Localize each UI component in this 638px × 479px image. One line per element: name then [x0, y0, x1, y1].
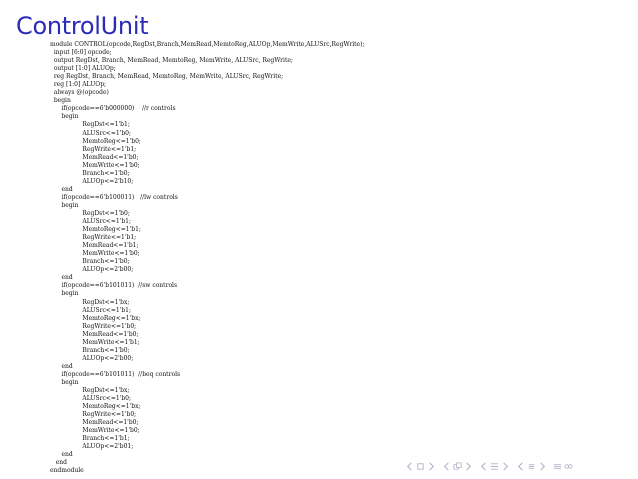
code-line: begin [50, 113, 79, 121]
code-line: RegDst<=1'b0; [50, 209, 130, 217]
search-icon[interactable] [564, 462, 573, 471]
subsection-navigation [442, 462, 473, 471]
code-line: end [50, 274, 73, 282]
code-line: MemWrite<=1'b0; [50, 427, 140, 435]
code-line: end [50, 451, 73, 459]
code-line: RegWrite<=1'b1; [50, 145, 137, 153]
code-line: output [1:0] ALUOp; [50, 65, 116, 73]
document-navigation [516, 462, 547, 471]
code-line: module CONTROL(opcode,RegDst,Branch,MemRead,MemtoReg,ALUOp,MemWrite,ALUSrc,RegWrite); [50, 41, 365, 48]
code-line: reg RegDst, Branch, MemRead, MemtoReg, MemWrite, ALUSrc, RegWrite; [50, 73, 284, 81]
code-line: ALUOp<=2'b00; [50, 266, 134, 274]
code-line: always @(opcode) [50, 89, 109, 97]
beamer-navigation-bar [405, 462, 573, 471]
code-line: ALUOp<=2'b00; [50, 354, 134, 362]
code-line: MemtoReg<=1'b0; [50, 137, 141, 145]
code-line: output RegDst, Branch, MemRead, MemtoReg, MemWrite, ALUSrc, RegWrite; [50, 57, 293, 65]
code-line: Branch<=1'b1; [50, 435, 130, 443]
arrow-left-icon[interactable] [516, 462, 525, 471]
frame-navigation [405, 462, 436, 471]
frame-icon[interactable] [416, 462, 425, 471]
code-line: MemtoReg<=1'bx; [50, 314, 141, 322]
code-line: ALUSrc<=1'b0; [50, 129, 132, 137]
code-line: reg [1:0] ALUOp; [50, 81, 107, 89]
document-icon[interactable] [527, 462, 536, 471]
arrow-left-icon[interactable] [405, 462, 414, 471]
align-icon[interactable] [553, 462, 562, 471]
code-line: RegDst<=1'bx; [50, 298, 130, 306]
code-line: Branch<=1'b0; [50, 258, 130, 266]
code-line: MemWrite<=1'b0; [50, 161, 140, 169]
code-line: MemRead<=1'b0; [50, 330, 139, 338]
section-navigation [479, 462, 510, 471]
arrow-right-icon[interactable] [501, 462, 510, 471]
code-line: RegWrite<=1'b1; [50, 234, 137, 242]
code-line: MemWrite<=1'b1; [50, 338, 140, 346]
code-line: ALUSrc<=1'b1; [50, 218, 132, 226]
code-line: begin [50, 97, 71, 105]
slide-title: ControlUnit [16, 12, 149, 40]
code-line: RegDst<=1'bx; [50, 387, 130, 395]
code-line: MemWrite<=1'b0; [50, 250, 140, 258]
code-line: begin [50, 378, 79, 386]
code-line: RegDst<=1'b1; [50, 121, 130, 129]
code-line: end [50, 362, 73, 370]
code-line: MemtoReg<=1'b1; [50, 226, 141, 234]
arrow-right-icon[interactable] [464, 462, 473, 471]
section-icon[interactable] [490, 462, 499, 471]
code-line: if(opcode==6'b101011) //beq controls [50, 370, 181, 378]
code-line: MemRead<=1'b0; [50, 419, 139, 427]
code-line: ALUSrc<=1'b1; [50, 306, 132, 314]
subsection-icon[interactable] [453, 462, 462, 471]
code-line: end [50, 185, 73, 193]
code-line: if(opcode==6'b000000) //r controls [50, 105, 176, 113]
code-line: if(opcode==6'b100011) //lw controls [50, 193, 178, 201]
tools-navigation [553, 462, 573, 471]
arrow-right-icon[interactable] [538, 462, 547, 471]
code-line: ALUOp<=2'b10; [50, 177, 134, 185]
code-line: RegWrite<=1'b0; [50, 411, 137, 419]
code-line: Branch<=1'b0; [50, 346, 130, 354]
code-line: input [6:0] opcode; [50, 49, 112, 57]
code-line: end [50, 459, 67, 467]
code-line: ALUSrc<=1'b0; [50, 395, 132, 403]
arrow-left-icon[interactable] [479, 462, 488, 471]
code-line: Branch<=1'b0; [50, 169, 130, 177]
code-line: begin [50, 201, 79, 209]
code-line: if(opcode==6'b101011) //sw controls [50, 282, 178, 290]
code-line: MemRead<=1'b0; [50, 153, 139, 161]
code-line: MemtoReg<=1'bx; [50, 403, 141, 411]
arrow-right-icon[interactable] [427, 462, 436, 471]
code-line: MemRead<=1'b1; [50, 242, 139, 250]
code-line: begin [50, 290, 79, 298]
arrow-left-icon[interactable] [442, 462, 451, 471]
code-line: endmodule [50, 467, 84, 475]
code-listing [50, 41, 364, 476]
code-line: ALUOp<=2'b01; [50, 443, 134, 451]
code-line: RegWrite<=1'b0; [50, 322, 137, 330]
